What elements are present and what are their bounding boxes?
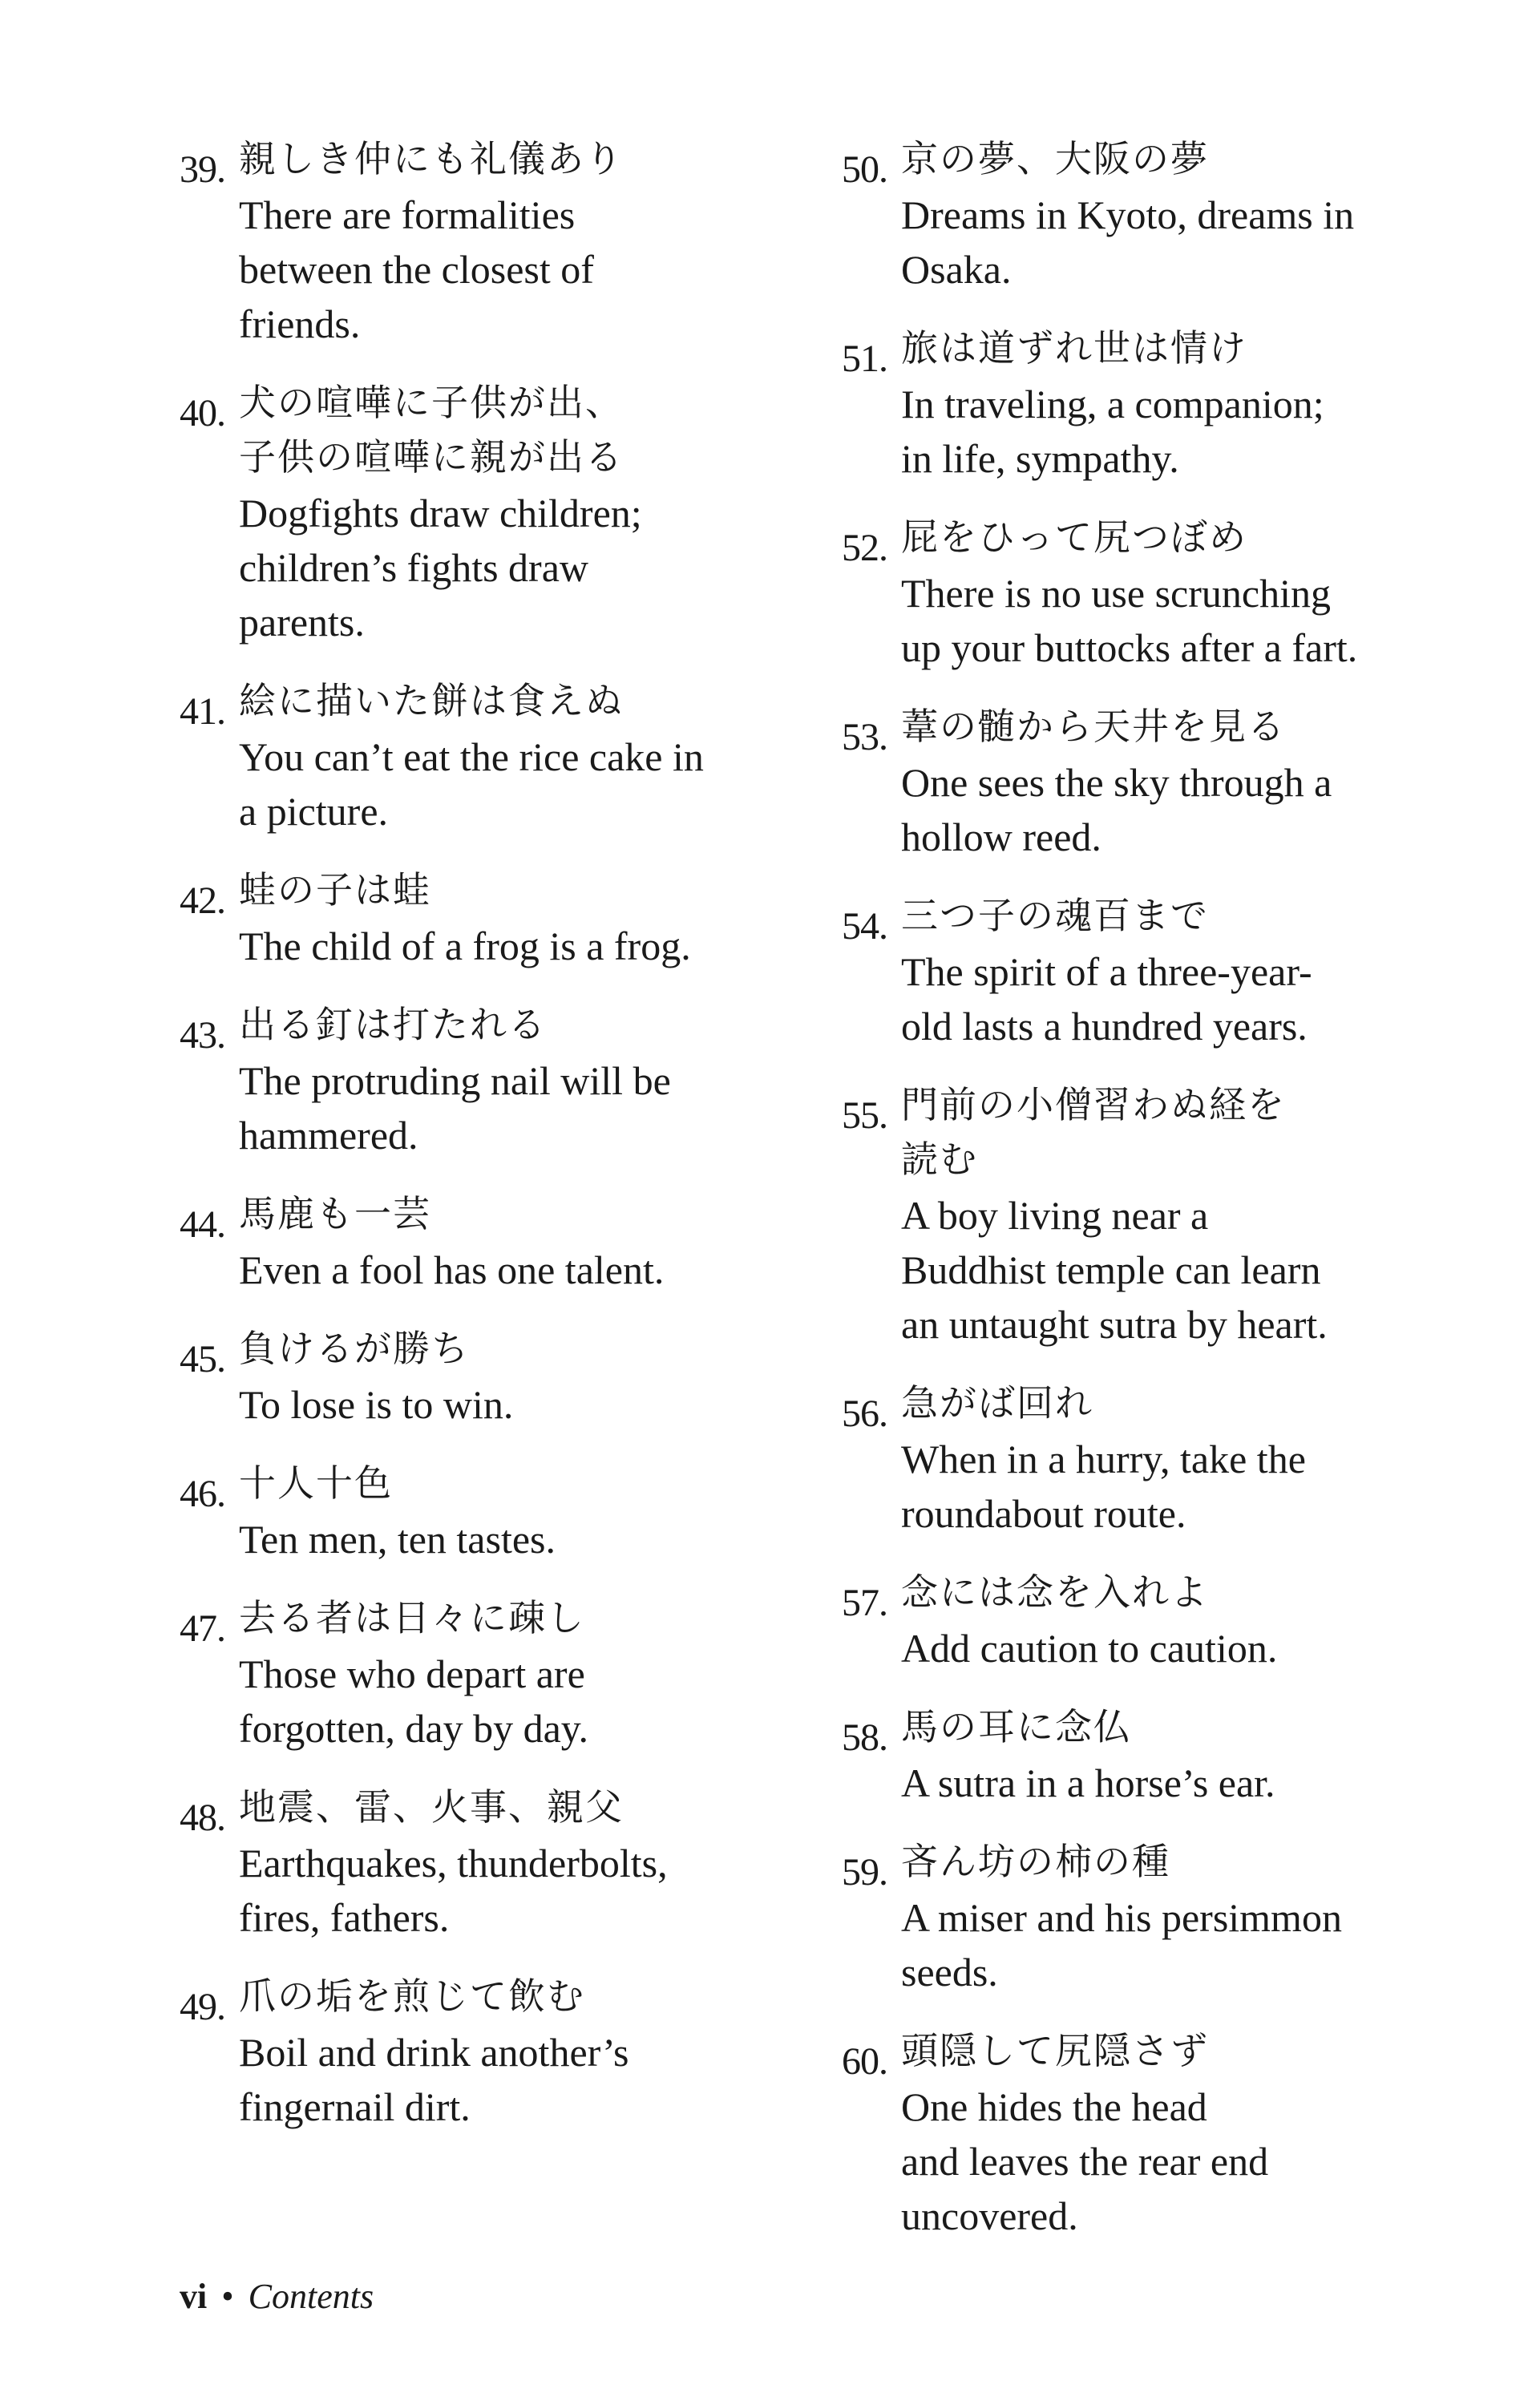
proverb-translation: There are formalities (239, 192, 576, 237)
page-number: vi (180, 2277, 208, 2316)
proverb-number: 44. (180, 1203, 225, 1246)
proverb-number: 59. (842, 1851, 887, 1894)
proverb-number: 42. (180, 879, 225, 922)
proverb-number: 39. (180, 148, 225, 191)
proverb-entry (842, 1834, 1451, 1999)
proverb-translation: To lose is to win. (239, 1382, 514, 1427)
proverb-translation: seeds. (901, 1950, 998, 1995)
proverb-translation: up your buttocks after a fart. (901, 625, 1358, 670)
proverb-translation: in life, sympathy. (901, 436, 1179, 481)
proverb-japanese: 出る釘は打たれる (239, 1003, 547, 1046)
proverb-entry (180, 1456, 789, 1566)
proverb-japanese: 親しき仲にも礼儀あり (239, 137, 624, 180)
proverb-japanese: 門前の小僧習わぬ経を (901, 1083, 1286, 1126)
proverb-translation: Boil and drink another’s (239, 2030, 629, 2075)
proverb-japanese: 旅は道ずれ世は情け (901, 326, 1247, 370)
proverb-japanese: 負けるが勝ち (239, 1327, 470, 1370)
proverb-number: 41. (180, 690, 225, 733)
proverb-translation: roundabout route. (901, 1491, 1186, 1536)
proverb-number: 52. (842, 527, 887, 569)
proverb-entry (842, 1565, 1451, 1675)
proverb-translation: forgotten, day by day. (239, 1706, 589, 1751)
proverb-translation: A boy living near a (901, 1193, 1209, 1238)
proverb-translation: You can’t eat the rice cake in (239, 734, 704, 779)
proverb-translation: Ten men, ten tastes. (239, 1517, 556, 1562)
proverb-number: 55. (842, 1094, 887, 1137)
proverb-number: 51. (842, 338, 887, 380)
proverb-translation: One hides the head (901, 2084, 1207, 2129)
proverb-translation: When in a hurry, take the (901, 1437, 1306, 1481)
proverb-translation: and leaves the rear end (901, 2139, 1269, 2184)
proverb-japanese: 読む (901, 1138, 978, 1181)
proverb-number: 58. (842, 1716, 887, 1759)
proverb-entry (180, 997, 789, 1162)
proverb-entry (180, 131, 789, 351)
proverb-japanese: 吝ん坊の柿の種 (901, 1840, 1170, 1883)
proverb-translation: between the closest of (239, 247, 594, 292)
proverb-number: 46. (180, 1473, 225, 1515)
proverb-japanese: 頭隠して尻隠さず (901, 2029, 1209, 2072)
footer-separator: • (221, 2277, 234, 2316)
proverb-entry (180, 375, 789, 649)
proverb-entry (842, 1077, 1451, 1352)
right-column (842, 127, 1451, 2267)
proverb-translation: In traveling, a companion; (901, 382, 1324, 426)
proverb-entry (180, 1321, 789, 1432)
proverb-japanese: 葦の髄から天井を見る (901, 705, 1286, 748)
proverb-translation: friends. (239, 301, 361, 346)
proverb-entry (842, 131, 1451, 297)
proverb-japanese: 地震、雷、火事、親父 (239, 1785, 624, 1829)
proverb-entry (842, 1700, 1451, 1810)
proverb-japanese: 馬の耳に念仏 (901, 1705, 1132, 1748)
proverb-japanese: 十人十色 (239, 1461, 393, 1505)
proverb-entry (842, 321, 1451, 486)
proverb-translation: The protruding nail will be (239, 1058, 671, 1103)
proverb-number: 47. (180, 1607, 225, 1650)
proverb-translation: parents. (239, 600, 365, 645)
proverb-japanese: 三つ子の魂百まで (901, 894, 1209, 937)
proverb-translation: Earthquakes, thunderbolts, (239, 1841, 668, 1886)
proverb-translation: Osaka. (901, 247, 1012, 292)
proverb-number: 49. (180, 1986, 225, 2028)
proverb-number: 57. (842, 1582, 887, 1624)
proverb-japanese: 蛙の子は蛙 (239, 868, 431, 911)
proverb-translation: hammered. (239, 1113, 418, 1158)
proverb-entry (842, 1376, 1451, 1541)
proverb-japanese: 絵に描いた餅は食えぬ (239, 679, 624, 722)
proverb-translation: a picture. (239, 789, 389, 834)
proverb-number: 48. (180, 1797, 225, 1839)
proverb-translation: There is no use scrunching (901, 571, 1331, 616)
proverb-japanese: 急がば回れ (901, 1381, 1093, 1425)
proverb-entry (180, 673, 789, 839)
proverb-translation: A miser and his persimmon (901, 1895, 1342, 1940)
proverb-translation: fires, fathers. (239, 1895, 450, 1940)
proverb-translation: A sutra in a horse’s ear. (901, 1760, 1275, 1805)
proverb-number: 54. (842, 905, 887, 948)
proverb-entry (180, 1969, 789, 2134)
proverb-number: 53. (842, 716, 887, 758)
proverb-translation: Even a fool has one talent. (239, 1247, 665, 1292)
proverb-number: 40. (180, 392, 225, 435)
proverb-entry (842, 510, 1451, 675)
proverb-translation: an untaught sutra by heart. (901, 1302, 1328, 1347)
proverb-entry (842, 699, 1451, 864)
proverb-japanese: 京の夢、大阪の夢 (901, 137, 1209, 180)
proverb-translation: Dogfights draw children; (239, 491, 642, 536)
proverb-translation: The spirit of a three-year- (901, 949, 1312, 994)
section-title: Contents (248, 2277, 374, 2316)
proverb-japanese: 犬の喧嘩に子供が出、 (239, 381, 624, 424)
proverb-translation: The child of a frog is a frog. (239, 924, 691, 968)
proverb-number: 43. (180, 1014, 225, 1057)
proverb-entry (842, 888, 1451, 1053)
proverb-japanese: 念には念を入れよ (901, 1570, 1209, 1614)
proverb-translation: Buddhist temple can learn (901, 1247, 1321, 1292)
proverb-number: 56. (842, 1392, 887, 1435)
proverb-translation: Dreams in Kyoto, dreams in (901, 192, 1355, 237)
proverb-translation: Add caution to caution. (901, 1626, 1278, 1671)
proverb-entry (180, 863, 789, 973)
proverb-translation: uncovered. (901, 2193, 1078, 2238)
proverb-number: 50. (842, 148, 887, 191)
proverb-entry (180, 1780, 789, 1945)
proverb-japanese: 爪の垢を煎じて飲む (239, 1975, 585, 2018)
left-column (180, 127, 789, 2158)
proverb-japanese: 屁をひって尻つぼめ (901, 515, 1247, 559)
proverb-translation: hollow reed. (901, 814, 1101, 859)
proverb-translation: One sees the sky through a (901, 760, 1332, 805)
proverb-entry (180, 1591, 789, 1756)
proverb-entry (180, 1186, 789, 1297)
proverb-japanese: 去る者は日々に疎し (239, 1596, 585, 1639)
proverb-translation: fingernail dirt. (239, 2084, 471, 2129)
proverb-translation: Those who depart are (239, 1651, 585, 1696)
proverb-japanese: 馬鹿も一芸 (239, 1192, 431, 1235)
proverb-translation: children’s fights draw (239, 545, 589, 590)
proverb-japanese: 子供の喧嘩に親が出る (239, 435, 624, 479)
proverb-entry (842, 2023, 1451, 2243)
proverb-number: 60. (842, 2040, 887, 2083)
page-footer (180, 2273, 374, 2321)
proverb-number: 45. (180, 1338, 225, 1380)
proverb-translation: old lasts a hundred years. (901, 1004, 1308, 1049)
